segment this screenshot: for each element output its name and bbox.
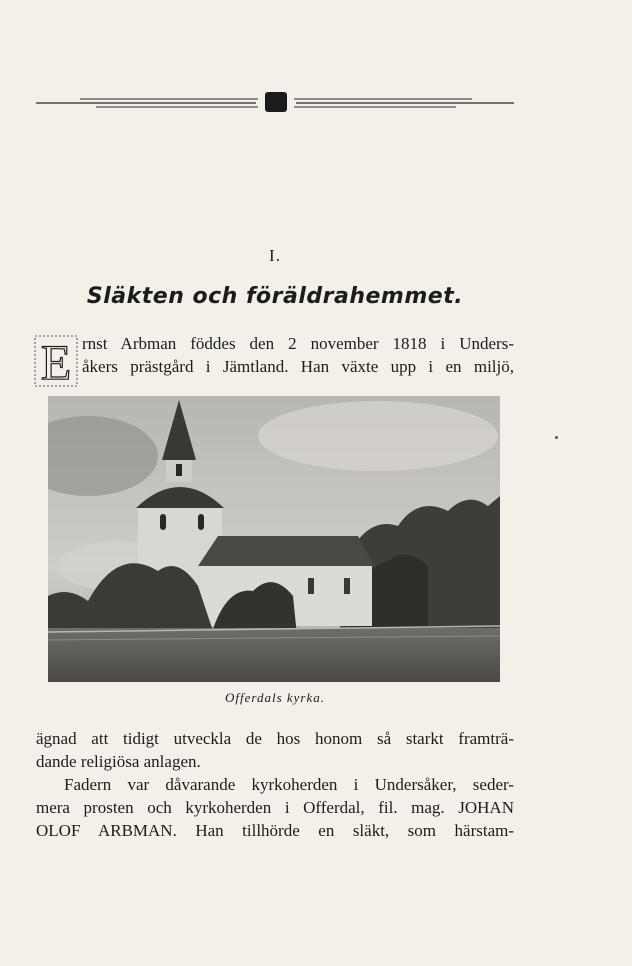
- opening-line-1: rnst Arbman föddes den 2 november 1818 i Unders-: [82, 334, 514, 353]
- body-line-3: Fadern var dåvarande kyrkoherden i Undersåker, seder-: [64, 775, 514, 794]
- svg-text:E: E: [40, 334, 72, 388]
- opening-line-2: åkers prästgård i Jämtland. Han växte upp i en miljö,: [82, 357, 514, 376]
- ornamental-header-rule: [36, 86, 514, 114]
- chapter-title: Släkten och föräldrahemmet.: [86, 284, 464, 309]
- body-line-5: OLOF ARBMAN. Han tillhörde en släkt, som härstam-: [36, 821, 514, 840]
- body-line-1: ägnad att tidigt utveckla de hos honom så starkt framträ-: [36, 729, 514, 748]
- photo-caption: Offerdals kyrka.: [225, 690, 325, 705]
- body-line-4: mera prosten och kyrkoherden i Offerdal, fil. mag. JOHAN: [36, 798, 514, 817]
- chapter-number: I.: [269, 246, 281, 265]
- church-photograph: [48, 396, 500, 682]
- drop-cap-letter: [34, 334, 78, 388]
- paper-speck: [555, 436, 558, 439]
- body-line-2: dande religiösa anlagen.: [36, 752, 201, 771]
